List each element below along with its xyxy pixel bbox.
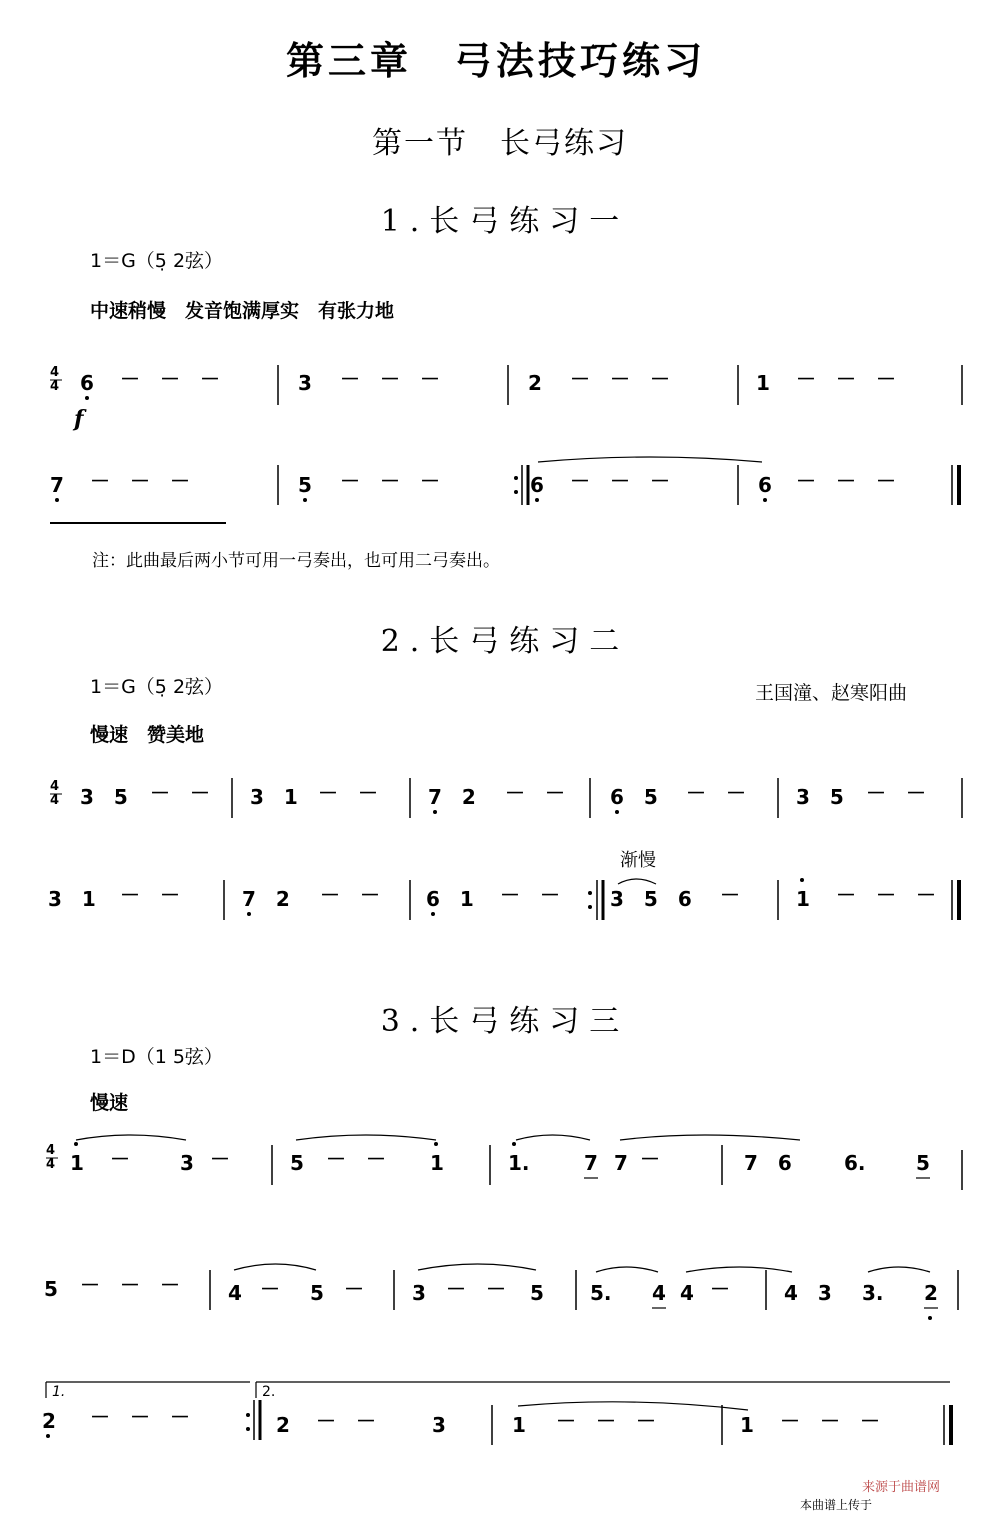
svg-text:5.: 5. <box>590 1281 612 1305</box>
svg-text:3 5: 3 5 <box>80 785 128 809</box>
section-title: 第一节 长弓练习 <box>372 126 628 161</box>
svg-text:2.: 2. <box>262 1384 276 1400</box>
svg-text:1: 1 <box>512 1413 526 1437</box>
exercise-2-title: 2.长弓练习二 <box>380 624 630 659</box>
svg-text:1: 1 <box>70 1151 84 1175</box>
svg-text:－: － <box>710 1277 730 1301</box>
svg-text:－ － －: － － － <box>340 367 440 391</box>
svg-text:1: 1 <box>430 1151 444 1175</box>
svg-text:6: 6 <box>530 473 544 497</box>
svg-text:－: － <box>210 1147 230 1171</box>
svg-text:2: 2 <box>924 1281 938 1305</box>
svg-text:5: 5 <box>290 1151 304 1175</box>
svg-text:－ － －: － － － <box>120 367 220 391</box>
exercise-2-rit-mark: 渐慢 <box>620 850 656 871</box>
svg-text:3: 3 <box>412 1281 426 1305</box>
svg-text:4: 4 <box>228 1281 242 1305</box>
svg-text:5: 5 <box>916 1151 930 1175</box>
svg-text:4: 4 <box>50 793 60 808</box>
svg-text:－ －: － － <box>866 781 926 805</box>
exercise-1-title: 1.长弓练习一 <box>380 204 630 239</box>
svg-text:3: 3 <box>432 1413 446 1437</box>
svg-text:3: 3 <box>298 371 312 395</box>
svg-text:－ －: － － <box>686 781 746 805</box>
exercise-2-tempo: 慢速 赞美地 <box>90 724 205 746</box>
svg-text:－: － <box>260 1277 280 1301</box>
svg-text:3: 3 <box>180 1151 194 1175</box>
svg-text:5: 5 <box>298 473 312 497</box>
exercise-2-key: 1＝G（5̣ 2弦） <box>90 676 224 698</box>
svg-text:4: 4 <box>46 1143 56 1158</box>
exercise-1-key: 1＝G（5̣ 2弦） <box>90 250 224 272</box>
svg-text:f: f <box>74 406 84 432</box>
svg-text:－ － －: － － － <box>90 1405 190 1429</box>
svg-text:1: 1 <box>796 887 810 911</box>
svg-text:5: 5 <box>310 1281 324 1305</box>
svg-text:6.: 6. <box>844 1151 866 1175</box>
svg-text:－: － <box>640 1147 660 1171</box>
svg-text:7: 7 <box>584 1151 598 1175</box>
svg-text:－ － －: － － － <box>556 1409 656 1433</box>
svg-text:4: 4 <box>652 1281 666 1305</box>
svg-text:3 1: 3 1 <box>48 887 96 911</box>
svg-text:－ －: － － <box>120 883 180 907</box>
svg-text:－ －: － － <box>318 781 378 805</box>
exercise-3-title: 3.长弓练习三 <box>380 1004 630 1039</box>
svg-text:－: － <box>110 1147 130 1171</box>
svg-text:7: 7 <box>614 1151 628 1175</box>
svg-text:1: 1 <box>740 1413 754 1437</box>
svg-text:6: 6 <box>758 473 772 497</box>
exercise-3-key: 1＝D（1 5弦） <box>90 1046 223 1068</box>
svg-text:6 5: 6 5 <box>610 785 658 809</box>
svg-text:－ － －: － － － <box>570 469 670 493</box>
svg-text:7 6: 7 6 <box>744 1151 792 1175</box>
svg-text:－ －: － － <box>326 1147 386 1171</box>
svg-text:－ －: － － <box>316 1409 376 1433</box>
svg-text:－ － －: － － － <box>340 469 440 493</box>
svg-text:7: 7 <box>50 473 64 497</box>
chapter-title: 第三章 弓法技巧练习 <box>285 39 706 83</box>
exercise-2-composer: 王国潼、赵寒阳曲 <box>755 682 908 704</box>
svg-text:－ －: － － <box>150 781 210 805</box>
svg-text:－: － <box>720 883 740 907</box>
svg-text:－ － －: － － － <box>570 367 670 391</box>
svg-text:－ － －: － － － <box>796 367 896 391</box>
svg-text:3 5 6: 3 5 6 <box>610 887 692 911</box>
exercise-3-tempo: 慢速 <box>90 1092 129 1114</box>
svg-text:5: 5 <box>530 1281 544 1305</box>
svg-text:－ －: － － <box>500 883 560 907</box>
svg-text:4 3: 4 3 <box>784 1281 832 1305</box>
svg-text:－ －: － － <box>505 781 565 805</box>
svg-text:4: 4 <box>680 1281 694 1305</box>
svg-text:3 1: 3 1 <box>250 785 298 809</box>
watermark: 来源于曲谱网 <box>862 1480 941 1495</box>
svg-text:2: 2 <box>42 1409 56 1433</box>
svg-text:1: 1 <box>756 371 770 395</box>
svg-text:6 1: 6 1 <box>426 887 474 911</box>
footer-text: 本曲谱上传于 <box>800 1498 873 1512</box>
svg-text:－ －: － － <box>446 1277 506 1301</box>
exercise-1-tempo: 中速稍慢 发音饱满厚实 有张力地 <box>90 300 395 322</box>
svg-text:2: 2 <box>528 371 542 395</box>
time-sig: 4 <box>50 365 60 380</box>
note: 6 <box>80 371 94 395</box>
svg-text:－ － －: － － － <box>90 469 190 493</box>
svg-text:3 5: 3 5 <box>796 785 844 809</box>
svg-text:7 2: 7 2 <box>428 785 476 809</box>
svg-text:4: 4 <box>46 1157 56 1172</box>
svg-text:2: 2 <box>276 1413 290 1437</box>
svg-text:4: 4 <box>50 379 60 394</box>
svg-text:－ － －: － － － <box>796 469 896 493</box>
exercise-1-footnote: 注：此曲最后两小节可用一弓奏出，也可用二弓奏出。 <box>92 551 500 571</box>
svg-text:3.: 3. <box>862 1281 884 1305</box>
svg-text:－ － －: － － － <box>836 883 936 907</box>
svg-text:7 2: 7 2 <box>242 887 290 911</box>
svg-text:1.: 1. <box>52 1384 66 1400</box>
svg-text:－ － －: － － － <box>80 1273 180 1297</box>
svg-text:1.: 1. <box>508 1151 530 1175</box>
svg-text:4: 4 <box>50 779 60 794</box>
svg-text:－ － －: － － － <box>780 1409 880 1433</box>
svg-text:－: － <box>344 1277 364 1301</box>
svg-text:－ －: － － <box>320 883 380 907</box>
svg-text:5: 5 <box>44 1277 58 1301</box>
